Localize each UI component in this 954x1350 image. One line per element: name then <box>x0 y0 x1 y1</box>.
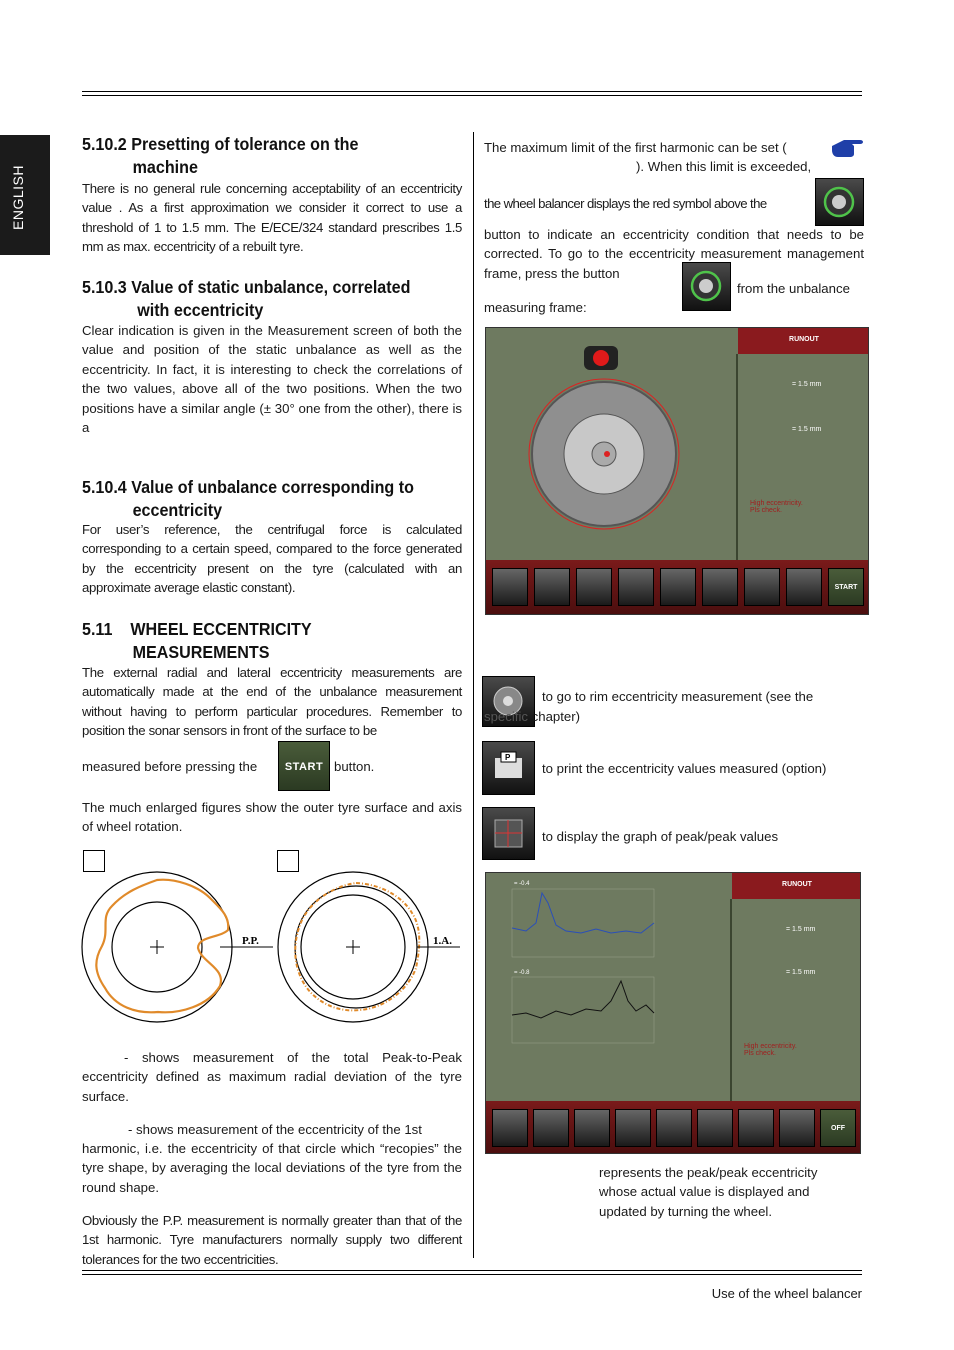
item2-text: to print the eccentricity values measured (option) <box>542 761 827 776</box>
runout-value-4: = 1.5 mm <box>786 969 816 976</box>
graph-icon-button[interactable] <box>482 807 535 860</box>
section-body-5-10-4: For user’s reference, the centrifugal force is calculated corresponding to a certain speed, compared to the force generated by the eccentricity present on the tyre (calculated with an approximate average elastic constant). <box>82 522 462 596</box>
graph2-value: = -0.8 <box>514 970 530 976</box>
printer-icon <box>483 742 534 794</box>
toolbar2-empty-2[interactable] <box>533 1109 569 1147</box>
section-body-5-10-3: Clear indication is given in the Measurement screen of both the value and position of the static unbalance as well as the eccentricity. In fact, it is interesting to check the correlations of the two values, above all of the two positions. When the two positions have a similar angle (± 30° one from the other), there is a <box>82 323 462 436</box>
start-instruction-post: button. <box>334 759 375 774</box>
runout-value-3: = 1.5 mm <box>786 926 816 933</box>
start-button-screen[interactable]: START <box>828 568 864 606</box>
eccentricity-button[interactable] <box>682 262 731 311</box>
footer-rule-bottom <box>82 1274 862 1275</box>
eccentricity-button-small[interactable] <box>815 178 864 226</box>
eccentricity-management-text: button to indicate an eccentricity condition that needs to be corrected. To go to the eccentricity measurement management frame, press the button <box>484 227 864 281</box>
high-eccentricity-warning-1: High eccentricity. Pls check. <box>750 500 803 514</box>
limit-text-b: ). When this limit is exceeded, <box>636 159 812 174</box>
crosshair-graph-icon <box>483 808 534 859</box>
item3-text: to display the graph of peak/peak values <box>542 829 779 844</box>
pp-label: P.P. <box>242 935 259 947</box>
off-button[interactable]: OFF <box>820 1109 856 1147</box>
pp-vs-ia-note: Obviously the P.P. measurement is normally greater than that of the 1st harmonic. Tyre manufacturers normally supply two different tolerances for the two eccentricities. <box>82 1213 462 1267</box>
runout-screen-2 <box>485 872 861 1154</box>
toolbar-empty-2[interactable] <box>618 568 654 606</box>
tyre-eccentricity-figures <box>80 868 470 1028</box>
toolbar2-empty-6[interactable] <box>697 1109 733 1147</box>
section-title-5-10-4: 5.10.4 Value of unbalance corresponding to eccentricity <box>82 477 414 520</box>
header-rule-bottom <box>82 95 862 96</box>
from-unbalance-text: from the unbalance <box>737 281 850 296</box>
graph-button[interactable] <box>660 568 696 606</box>
limit-text-a: The maximum limit of the first harmonic can be set ( <box>484 140 787 155</box>
peak-peak-graphs <box>486 873 730 1101</box>
home-button-2[interactable] <box>779 1109 815 1147</box>
measuring-frame-text: measuring frame: <box>484 300 587 315</box>
wheel-green-icon-2 <box>683 263 730 310</box>
toolbar2-empty-3[interactable] <box>574 1109 610 1147</box>
section-body-5-11: The external radial and lateral eccentricity measurements are automatically made at the end of the unbalance measurement without having to perform particular procedures. Remember to position the sonar sensors in front of the surface to be <box>82 665 462 739</box>
pp-description: - shows measurement of the total Peak-to-Peak eccentricity defined as maximum radial deviation of the tyre surface. <box>82 1050 462 1104</box>
screen1-toolbar <box>486 560 869 615</box>
runout-header-1: RUNOUT <box>738 328 869 354</box>
red-symbol-text: the wheel balancer displays the red symbol above the <box>484 196 767 211</box>
toolbar2-empty-4[interactable] <box>615 1109 651 1147</box>
high-eccentricity-warning-2: High eccentricity. Pls check. <box>744 1043 797 1057</box>
toolbar2-empty-5[interactable] <box>656 1109 692 1147</box>
ia-description: harmonic, i.e. the eccentricity of that circle which “recopies” the tyre shape, by averaging the local deviations of the tyre from the round shape. <box>82 1141 462 1195</box>
back-button-2[interactable] <box>738 1109 774 1147</box>
footer-rule-top <box>82 1270 862 1271</box>
rim-eccentricity-button[interactable] <box>492 568 528 606</box>
item1-continuation <box>484 709 580 724</box>
back-button[interactable] <box>744 568 780 606</box>
item1-chapter: chapter) <box>531 709 581 724</box>
section-title-5-10-2: 5.10.2 Presetting of tolerance on the machine <box>82 134 359 177</box>
print-icon-button[interactable] <box>482 741 535 795</box>
toolbar-empty-1[interactable] <box>534 568 570 606</box>
wheel-green-icon <box>816 179 863 225</box>
runout-screen-1 <box>485 327 869 615</box>
home-button[interactable] <box>786 568 822 606</box>
runout-value-1: = 1.5 mm <box>792 381 822 388</box>
runout-value-2: = 1.5 mm <box>792 426 822 433</box>
runout-header-2: RUNOUT <box>732 873 861 899</box>
graph2-trace <box>512 981 654 1018</box>
graph-caption: represents the peak/peak eccentricity whose actual value is displayed and updated by turning the wheel. <box>599 1165 818 1219</box>
column-divider <box>473 132 474 1258</box>
section-title-5-11: 5.11 WHEEL ECCENTRICITY MEASUREMENTS <box>82 619 312 662</box>
figures-intro: The much enlarged figures show the outer tyre surface and axis of wheel rotation. <box>82 800 462 835</box>
print-button[interactable] <box>576 568 612 606</box>
header-rule-top <box>82 91 862 92</box>
figure-peak-to-peak <box>82 872 273 1022</box>
graph1-value: = -0.4 <box>514 881 530 887</box>
ia-label: 1.A. <box>433 935 452 947</box>
start-instruction-pre: measured before pressing the <box>82 759 258 774</box>
hand-pointer-icon <box>830 136 866 158</box>
item1-text: to go to rim eccentricity measurement (see the <box>542 689 814 704</box>
footer-text: Use of the wheel balancer <box>711 1286 862 1301</box>
section-body-5-10-2: There is no general rule concerning acceptability of an eccentricity value . As a first approximation we consider it correct to use a threshold of 1 to 1.5 mm. The E/ECE/324 standard prescribes 1.5 mm as max. eccentricity of a rebuilt tyre. <box>82 181 462 255</box>
pp-trace <box>96 880 228 1013</box>
start-button[interactable]: START <box>278 741 330 791</box>
clipboard-button[interactable] <box>702 568 738 606</box>
toolbar2-empty-1[interactable] <box>492 1109 528 1147</box>
section-title-5-10-3: 5.10.3 Value of static unbalance, correlated with eccentricity <box>82 277 411 320</box>
svg-text:P: P <box>505 753 511 762</box>
ia-description-line1: - shows measurement of the eccentricity of the 1st <box>128 1122 422 1137</box>
graph1-trace <box>512 893 654 933</box>
item1-specific: specific <box>484 709 528 724</box>
figure-first-harmonic <box>278 872 460 1022</box>
screen2-toolbar <box>486 1101 861 1154</box>
language-label: ENGLISH <box>10 165 26 230</box>
